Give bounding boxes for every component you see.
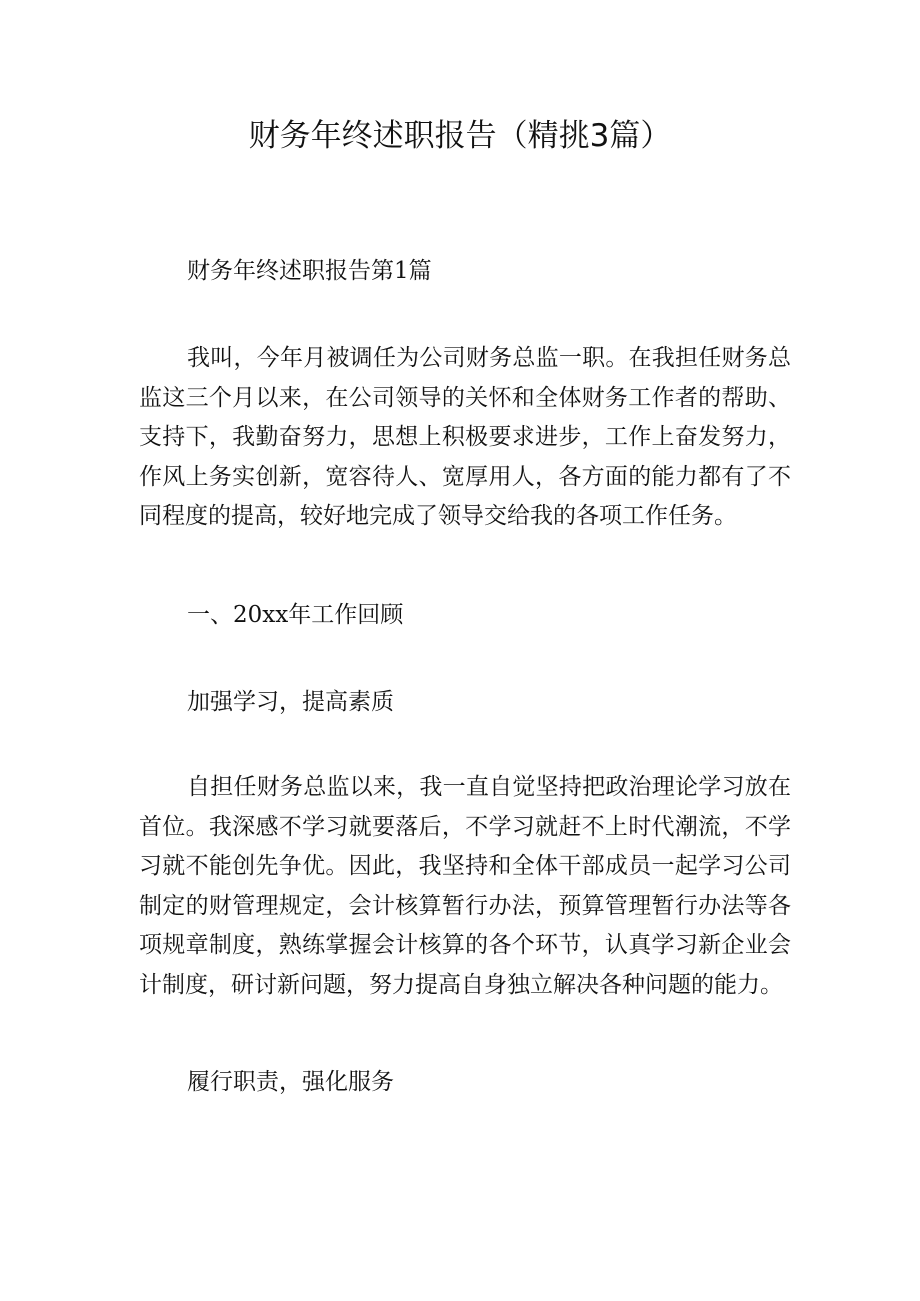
document-title: 财务年终述职报告（精挑3篇） <box>248 118 672 154</box>
subheading-duties: 履行职责，强化服务 <box>187 1069 394 1095</box>
paragraph-intro: 我叫，今年月被调任为公司财务总监一职。在我担任财务总监这三个月以来，在公司领导的关怀和全体财务工作者的帮助、支持下，我勤奋努力，思想上积极要求进步，工作上奋发努力，作风上务实创新，宽容待人、宽厚用人，各方面的能力都有了不同程度的提高，较好地完成了领导交给我的各项工作任务。 <box>139 345 791 530</box>
subheading-work-review: 一、20xx年工作回顾 <box>187 602 404 628</box>
subheading-study: 加强学习，提高素质 <box>187 689 394 715</box>
paragraph-study: 自担任财务总监以来，我一直自觉坚持把政治理论学习放在首位。我深感不学习就要落后，不学习就赶不上时代潮流，不学习就不能创先争优。因此，我坚持和全体干部成员一起学习公司制定的财管理规定，会计核算暂行办法，预算管理暂行办法等各项规章制度，熟练掌握会计核算的各个环节，认真学习新企业会计制度，研讨新问题，努力提高自身独立解决各种问题的能力。 <box>139 774 791 998</box>
section-heading: 财务年终述职报告第1篇 <box>187 258 432 284</box>
